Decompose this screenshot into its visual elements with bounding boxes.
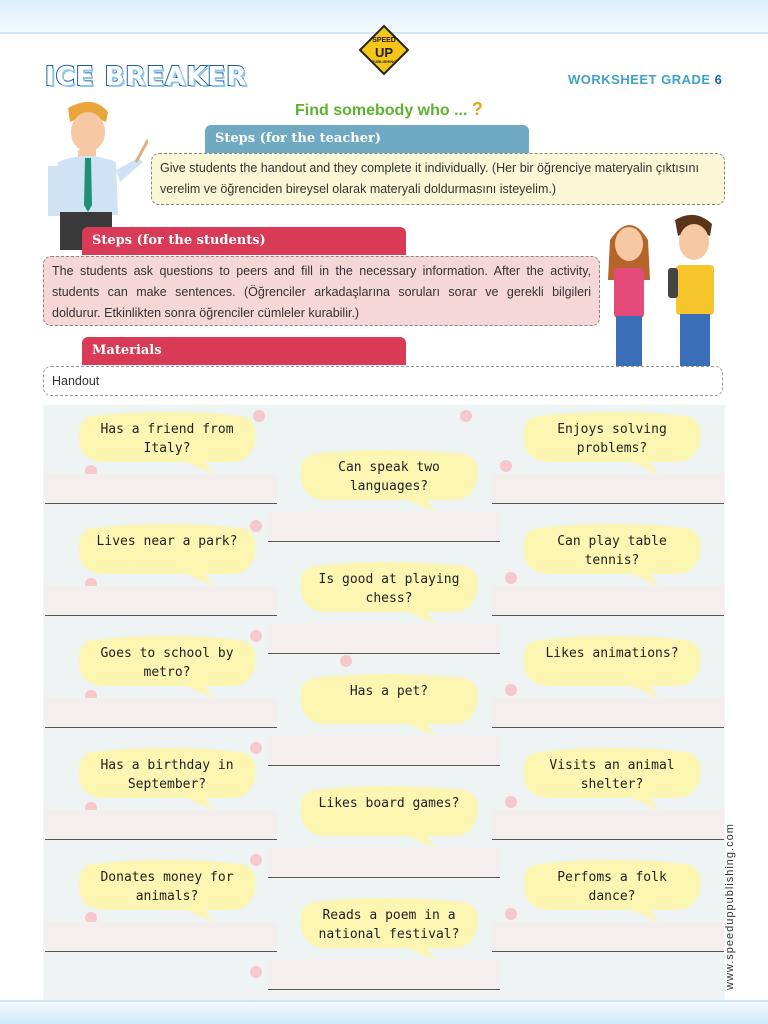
answer-line[interactable] — [45, 586, 277, 616]
prompt-text: Can play table tennis? — [557, 534, 667, 568]
answer-line[interactable] — [492, 698, 724, 728]
decorative-dot — [505, 908, 517, 920]
prompt-text: Perfoms a folk dance? — [557, 870, 667, 904]
prompt-bubble — [297, 562, 481, 618]
activity-heading: Find somebody who ... ? — [295, 99, 483, 119]
prompt-text: Has a pet? — [349, 684, 429, 699]
prompt-text: Likes animations? — [545, 646, 679, 661]
teacher-steps-text: Give students the handout and they complete it individually. (Her bir öğrenciye materyalin çıktısını verelim ve öğrenciden bireysel olarak materyali doldurmasını isteyelim.) — [151, 153, 725, 205]
decorative-dot — [505, 572, 517, 584]
publisher-url: www.speeduppublishing.com — [724, 823, 736, 990]
ice-border-bottom — [0, 1000, 768, 1024]
tab-student-steps: Steps (for the students) — [82, 227, 406, 255]
answer-line[interactable] — [492, 586, 724, 616]
decorative-dot — [505, 684, 517, 696]
answer-line[interactable] — [492, 810, 724, 840]
decorative-dot — [460, 410, 472, 422]
decorative-dot — [340, 655, 352, 667]
prompt-text: Can speak two languages? — [338, 460, 440, 494]
logo-text: SPEED UP PUBLISHING — [371, 37, 397, 64]
prompt-bubble — [297, 674, 481, 730]
decorative-dot — [500, 460, 512, 472]
answer-line[interactable] — [45, 810, 277, 840]
tab-materials: Materials — [82, 337, 406, 365]
prompt-bubble — [520, 524, 704, 580]
materials-text: Handout — [43, 366, 723, 396]
prompt-bubble — [520, 860, 704, 916]
prompt-bubble — [75, 636, 259, 692]
prompt-text: Donates money for animals? — [100, 870, 234, 904]
student-steps-text: The students ask questions to peers and fill in the necessary information. After the activity, students can make sentences. (Öğrenciler arkadaşlarına soruları sorar ve gerekli bilgileri doldurur. Etkinlikten sonra öğrenciler cümleler kurabilir.) — [43, 256, 600, 326]
answer-line[interactable] — [268, 848, 500, 878]
prompt-bubble — [75, 860, 259, 916]
prompt-text: Is good at playing chess? — [318, 572, 460, 606]
prompt-bubble — [75, 748, 259, 804]
answer-line[interactable] — [268, 624, 500, 654]
answer-line[interactable] — [268, 960, 500, 990]
prompt-text: Has a friend from Italy? — [100, 422, 234, 456]
prompt-text: Reads a poem in a national festival? — [318, 908, 460, 942]
answer-line[interactable] — [45, 474, 277, 504]
prompt-text: Likes board games? — [318, 796, 460, 811]
prompt-bubble — [520, 748, 704, 804]
answer-line[interactable] — [492, 474, 724, 504]
prompt-text: Has a birthday in September? — [100, 758, 234, 792]
answer-line[interactable] — [268, 512, 500, 542]
answer-line[interactable] — [45, 922, 277, 952]
prompt-text: Enjoys solving problems? — [557, 422, 667, 456]
prompt-text: Lives near a park? — [96, 534, 238, 549]
prompt-text: Goes to school by metro? — [100, 646, 234, 680]
tab-teacher-steps: Steps (for the teacher) — [205, 125, 529, 153]
prompt-bubble — [297, 450, 481, 506]
decorative-dot — [505, 796, 517, 808]
prompt-bubble — [520, 636, 704, 692]
prompt-bubble — [520, 412, 704, 468]
prompt-bubble — [75, 412, 259, 468]
answer-line[interactable] — [492, 922, 724, 952]
answer-line[interactable] — [268, 736, 500, 766]
decorative-dot — [250, 966, 262, 978]
page-title: ICE BREAKER — [45, 62, 248, 92]
worksheet-grade: WORKSHEET GRADE 6 — [568, 72, 723, 87]
prompt-bubble — [297, 898, 481, 954]
prompt-bubble — [75, 524, 259, 580]
answer-line[interactable] — [45, 698, 277, 728]
prompt-bubble — [297, 786, 481, 842]
prompt-text: Visits an animal shelter? — [549, 758, 675, 792]
